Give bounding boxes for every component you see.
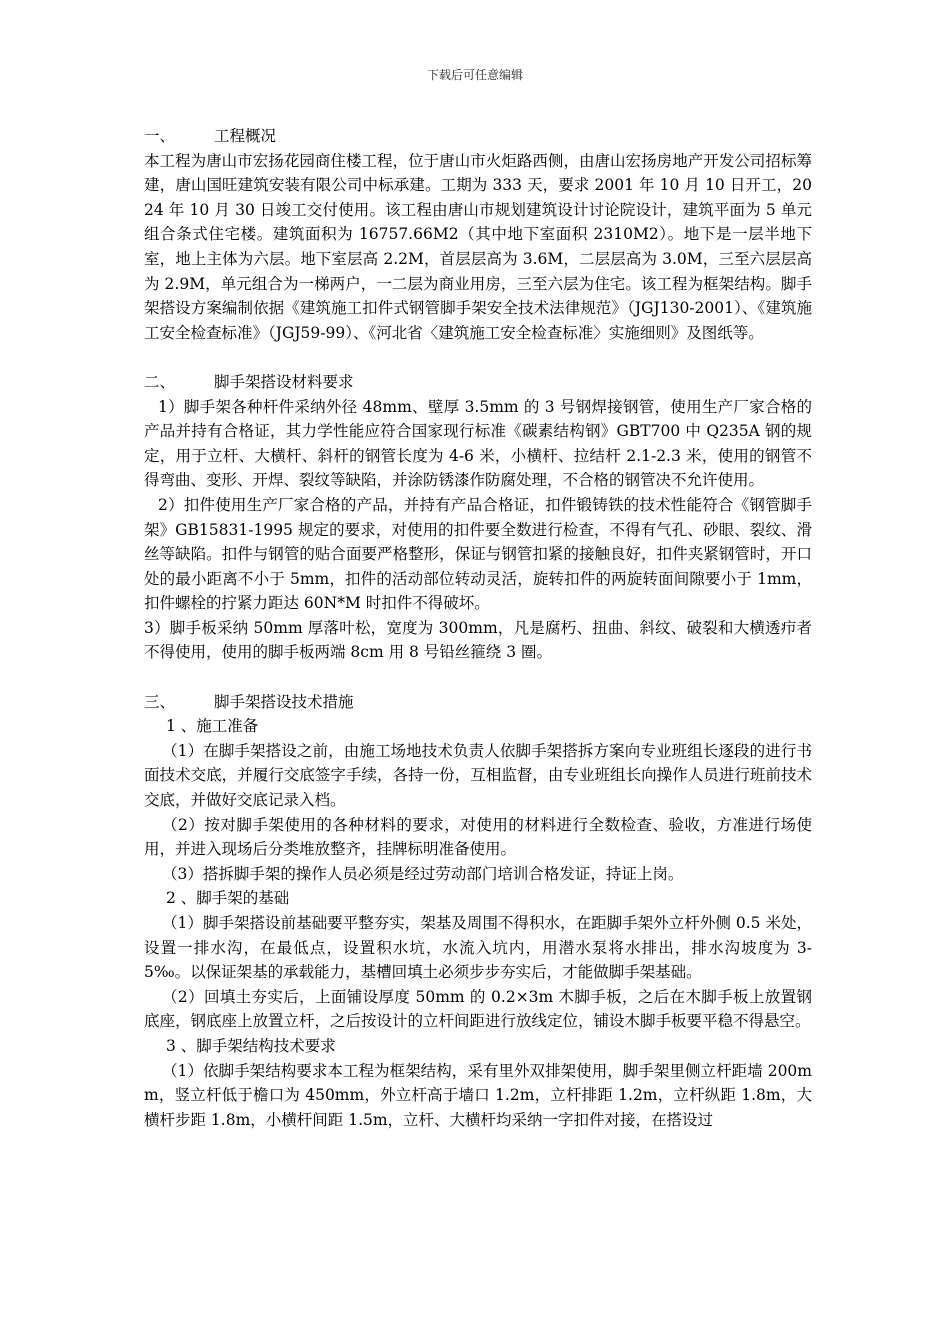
paragraph: （3）搭拆脚手架的操作人员必须是经过劳动部门培训合格发证，持证上岗。	[162, 864, 684, 883]
section-number: 一、	[144, 127, 176, 145]
document-body	[144, 124, 812, 1132]
page-header: 下载后可任意编辑	[426, 68, 523, 82]
paragraph: （1）脚手架搭设前基础要平整夯实，架基及周围不得积水，在距脚手架外立杆外侧 0.5 米处，设置一排水沟，在最低点，设置积水坑，水流入坑内，用潜水泵将水排出，排水沟坡度为 3-5‰。以保证架基的承载能力，基槽回填土必须步步夯实后，才能做脚手架基础。	[144, 914, 812, 982]
section-number: 三、	[144, 692, 176, 711]
paragraph: 3）脚手板采纳 50mm 厚落叶松，宽度为 300mm，凡是腐朽、扭曲、斜纹、破裂和大横透疖者不得使用，使用的脚手板两端 8cm 用 8 号铅丝箍绕 3 圈。	[144, 618, 812, 662]
paragraph: 1）脚手架各种杆件采纳外径 48mm、壁厚 3.5mm 的 3 号钢焊接钢管，使用生产厂家合格的产品并持有合格证，其力学性能应符合国家现行标准《碳素结构钢》GBT700 中 Q235A 钢的规定，用于立杆、大横杆、斜杆的钢管长度为 4-6 米，小横杆、拉结杆 2.1-2.3 米，使用的钢管不得弯曲、变形、开焊、裂纹等缺陷，并涂防锈漆作防腐处理，不合格的钢管决不允许使用。	[144, 397, 812, 490]
paragraph: 本工程为唐山市宏扬花园商住楼工程，位于唐山市火炬路西侧，由唐山宏扬房地产开发公司招标筹建，唐山国旺建筑安装有限公司中标承建。工期为 333 天，要求 2001 年 10 月 10 日开工，2024 年 10 月 30 日竣工交付使用。该工程由唐山市规划建筑设计讨论院设计，建筑平面为 5 单元组合条式住宅楼。建筑面积为 16757.66M2（其中地下室面积 2310M2）。地下是一层半地下室，地上主体为六层。地下室层高 2.2M，首层层高为 3.6M，二层层高为 3.0M，三至六层层高为 2.9M，单元组合为一梯两户，一二层为商业用房，三至六层为住宅。该工程为框架结构。脚手架搭设方案编制依据《建筑施工扣件式钢管脚手架安全技术法律规范》（JGJ130-2001）、《建筑施工安全检查标准》（JGJ59-99）、《河北省〈建筑施工安全检查标准〉实施细则》及图纸等。	[144, 151, 812, 342]
section-heading	[144, 370, 812, 395]
section-number: 二、	[144, 372, 176, 391]
subsection-heading: 3 、脚手架结构技术要求	[166, 1036, 336, 1055]
section-title: 脚手架搭设技术措施	[214, 692, 354, 711]
section-title: 脚手架搭设材料要求	[214, 372, 354, 391]
section-heading	[144, 690, 812, 715]
paragraph: （2）按对脚手架使用的各种材料的要求，对使用的材料进行全数检查、验收，方准进行场使用，并进入现场后分类堆放整齐，挂牌标明准备使用。	[144, 815, 812, 859]
paragraph: （1）在脚手架搭设之前，由施工场地技术负责人依脚手架搭拆方案向专业班组长逐段的进行书面技术交底，并履行交底签字手续，各持一份，互相监督，由专业班组长向操作人员进行班前技术交底，并做好交底记录入档。	[144, 741, 812, 810]
paragraph: （2）回填土夯实后，上面铺设厚度 50mm 的 0.2×3m 木脚手板，之后在木脚手板上放置钢底座，钢底座上放置立杆，之后按设计的立杆间距进行放线定位，铺设木脚手板要平稳不得悬空。	[144, 987, 812, 1031]
paragraph: （1）依脚手架结构要求本工程为框架结构，采有里外双排架使用，脚手架里侧立杆距墙 200mm，竖立杆低于檐口为 450mm，外立杆高于墙口 1.2m，立杆排距 1.2m，立杆纵距 1.8m，大横杆步距 1.8m，小横杆间距 1.5m，立杆、大横杆均采纳一字扣件对接，在搭设过	[144, 1061, 812, 1129]
subsection-heading: 2 、脚手架的基础	[166, 889, 290, 908]
subsection-heading: 1 、施工准备	[166, 717, 259, 736]
section-heading	[144, 124, 812, 149]
paragraph: 2）扣件使用生产厂家合格的产品，并持有产品合格证，扣件锻铸铁的技术性能符合《钢管脚手架》GB15831-1995 规定的要求，对使用的扣件要全数进行检查，不得有气孔、砂眼、裂纹、滑丝等缺陷。扣件与钢管的贴合面要严格整形，保证与钢管扣紧的接触良好，扣件夹紧钢管时，开口处的最小距离不小于 5mm，扣件的活动部位转动灵活，旋转扣件的两旋转面间隙要小于 1mm，扣件螺栓的拧紧力距达 60N*M 时扣件不得破坏。	[144, 495, 812, 613]
section-title: 工程概况	[214, 127, 277, 145]
